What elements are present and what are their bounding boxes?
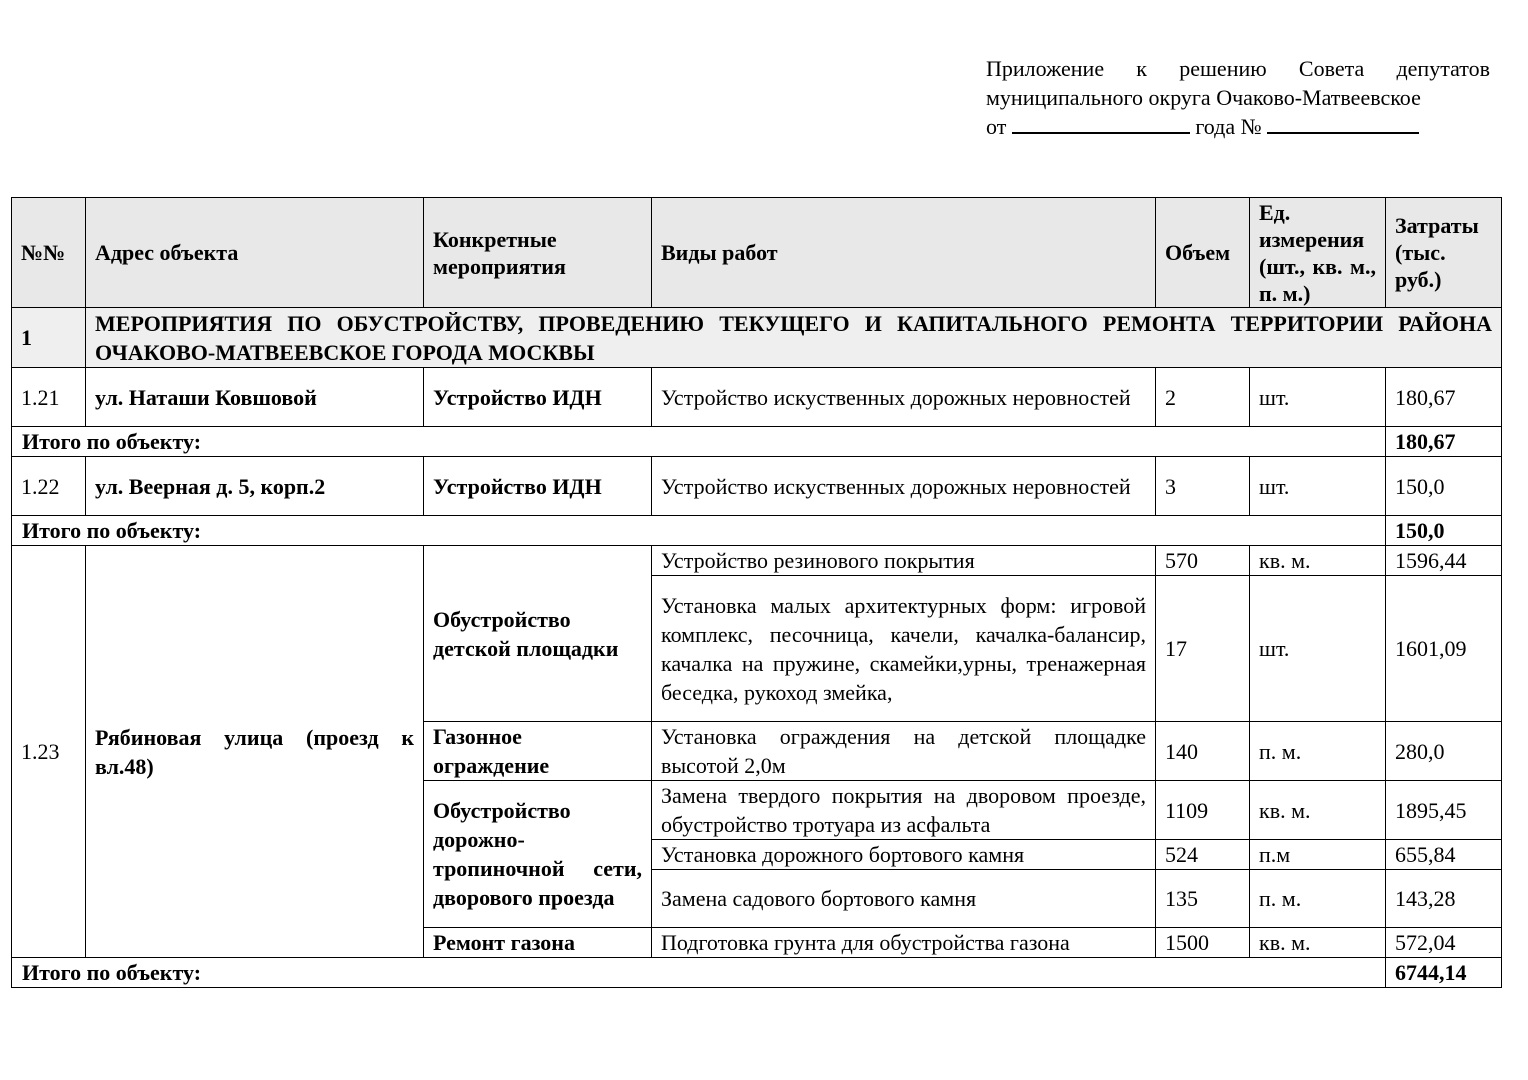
row-cost: 1601,09: [1386, 576, 1502, 722]
total-label: Итого по объекту:: [12, 427, 1386, 457]
measure-paths: Обустройство дорожно-тропиночной сети, дворового проезда: [424, 781, 652, 928]
row-volume: 1109: [1156, 781, 1250, 840]
row-unit: кв. м.: [1250, 928, 1386, 958]
row-cost: 180,67: [1386, 368, 1502, 427]
total-value: 180,67: [1386, 427, 1502, 457]
row-work: Установка малых архитектурных форм: игровой комплекс, песочница, качели, качалка-балансир, качалка на пружине, скамейки,урны, тренажерная беседка, рукоход змейка,: [652, 576, 1156, 722]
header-works: Виды работ: [652, 198, 1156, 308]
row-volume: 1500: [1156, 928, 1250, 958]
row-cost: 572,04: [1386, 928, 1502, 958]
total-value: 150,0: [1386, 516, 1502, 546]
row-measure: Устройство ИДН: [424, 457, 652, 516]
row-unit: шт.: [1250, 457, 1386, 516]
section-title: МЕРОПРИЯТИЯ ПО ОБУСТРОЙСТВУ, ПРОВЕДЕНИЮ ТЕКУЩЕГО И КАПИТАЛЬНОГО РЕМОНТА ТЕРРИТОРИИ РАЙОНА ОЧАКОВО-МАТВЕЕВСКОЕ ГОРОДА МОСКВЫ: [86, 308, 1502, 368]
row-measure: Устройство ИДН: [424, 368, 652, 427]
table-row: [12, 368, 1502, 427]
appendix-line-2: муниципального округа Очаково-Матвеевское: [986, 85, 1421, 110]
row-num: 1.23: [12, 546, 86, 958]
header-measures: Конкретные мероприятия: [424, 198, 652, 308]
date-blank-line: [1012, 112, 1190, 134]
row-volume: 140: [1156, 722, 1250, 781]
appendix-line-1: Приложение к решению Совета депутатов: [986, 56, 1490, 81]
appendix-header: [986, 54, 1490, 141]
appendix-line-3: [986, 112, 1490, 141]
row-unit: шт.: [1250, 368, 1386, 427]
row-work: Устройство искуственных дорожных неровностей: [652, 457, 1156, 516]
header-address: Адрес объекта: [86, 198, 424, 308]
row-work: Установка ограждения на детской площадке высотой 2,0м: [652, 722, 1156, 781]
total-row: [12, 427, 1502, 457]
row-cost: 150,0: [1386, 457, 1502, 516]
row-volume: 17: [1156, 576, 1250, 722]
header-num: №№: [12, 198, 86, 308]
measure-lawn: Ремонт газона: [424, 928, 652, 958]
table-header-row: [12, 198, 1502, 308]
measure-playground: Обустройство детской площадки: [424, 546, 652, 722]
row-work: Устройство искуственных дорожных неровностей: [652, 368, 1156, 427]
row-num: 1.22: [12, 457, 86, 516]
header-unit: Ед. измерения (шт., кв. м., п. м.): [1250, 198, 1386, 308]
total-value: 6744,14: [1386, 958, 1502, 988]
row-unit: кв. м.: [1250, 781, 1386, 840]
row-volume: 135: [1156, 870, 1250, 928]
row-unit: кв. м.: [1250, 546, 1386, 576]
row-address: ул. Наташи Ковшовой: [86, 368, 424, 427]
appendix-from-label: от: [986, 114, 1007, 139]
total-row: [12, 516, 1502, 546]
header-cost: Затраты (тыс. руб.): [1386, 198, 1502, 308]
section-row: [12, 308, 1502, 368]
row-cost: 1596,44: [1386, 546, 1502, 576]
row-cost: 280,0: [1386, 722, 1502, 781]
row-address: Рябиновая улица (проезд к вл.48): [86, 546, 424, 958]
row-work: Замена твердого покрытия на дворовом проезде, обустройство тротуара из асфальта: [652, 781, 1156, 840]
section-num: 1: [12, 308, 86, 368]
row-volume: 524: [1156, 840, 1250, 870]
row-unit: п. м.: [1250, 870, 1386, 928]
number-blank-line: [1267, 112, 1419, 134]
works-table: [11, 197, 1502, 988]
row-work: Замена садового бортового камня: [652, 870, 1156, 928]
row-cost: 143,28: [1386, 870, 1502, 928]
row-unit: п. м.: [1250, 722, 1386, 781]
appendix-year-number-label: года №: [1195, 114, 1262, 139]
row-volume: 570: [1156, 546, 1250, 576]
measure-fence: Газонное ограждение: [424, 722, 652, 781]
row-volume: 2: [1156, 368, 1250, 427]
table-row: [12, 546, 1502, 576]
row-cost: 655,84: [1386, 840, 1502, 870]
total-row: [12, 958, 1502, 988]
total-label: Итого по объекту:: [12, 516, 1386, 546]
row-cost: 1895,45: [1386, 781, 1502, 840]
row-unit: п.м: [1250, 840, 1386, 870]
row-work: Устройство резинового покрытия: [652, 546, 1156, 576]
table-row: [12, 457, 1502, 516]
header-volume: Объем: [1156, 198, 1250, 308]
row-work: Подготовка грунта для обустройства газона: [652, 928, 1156, 958]
row-volume: 3: [1156, 457, 1250, 516]
row-work: Установка дорожного бортового камня: [652, 840, 1156, 870]
row-unit: шт.: [1250, 576, 1386, 722]
row-num: 1.21: [12, 368, 86, 427]
row-address: ул. Веерная д. 5, корп.2: [86, 457, 424, 516]
total-label: Итого по объекту:: [12, 958, 1386, 988]
